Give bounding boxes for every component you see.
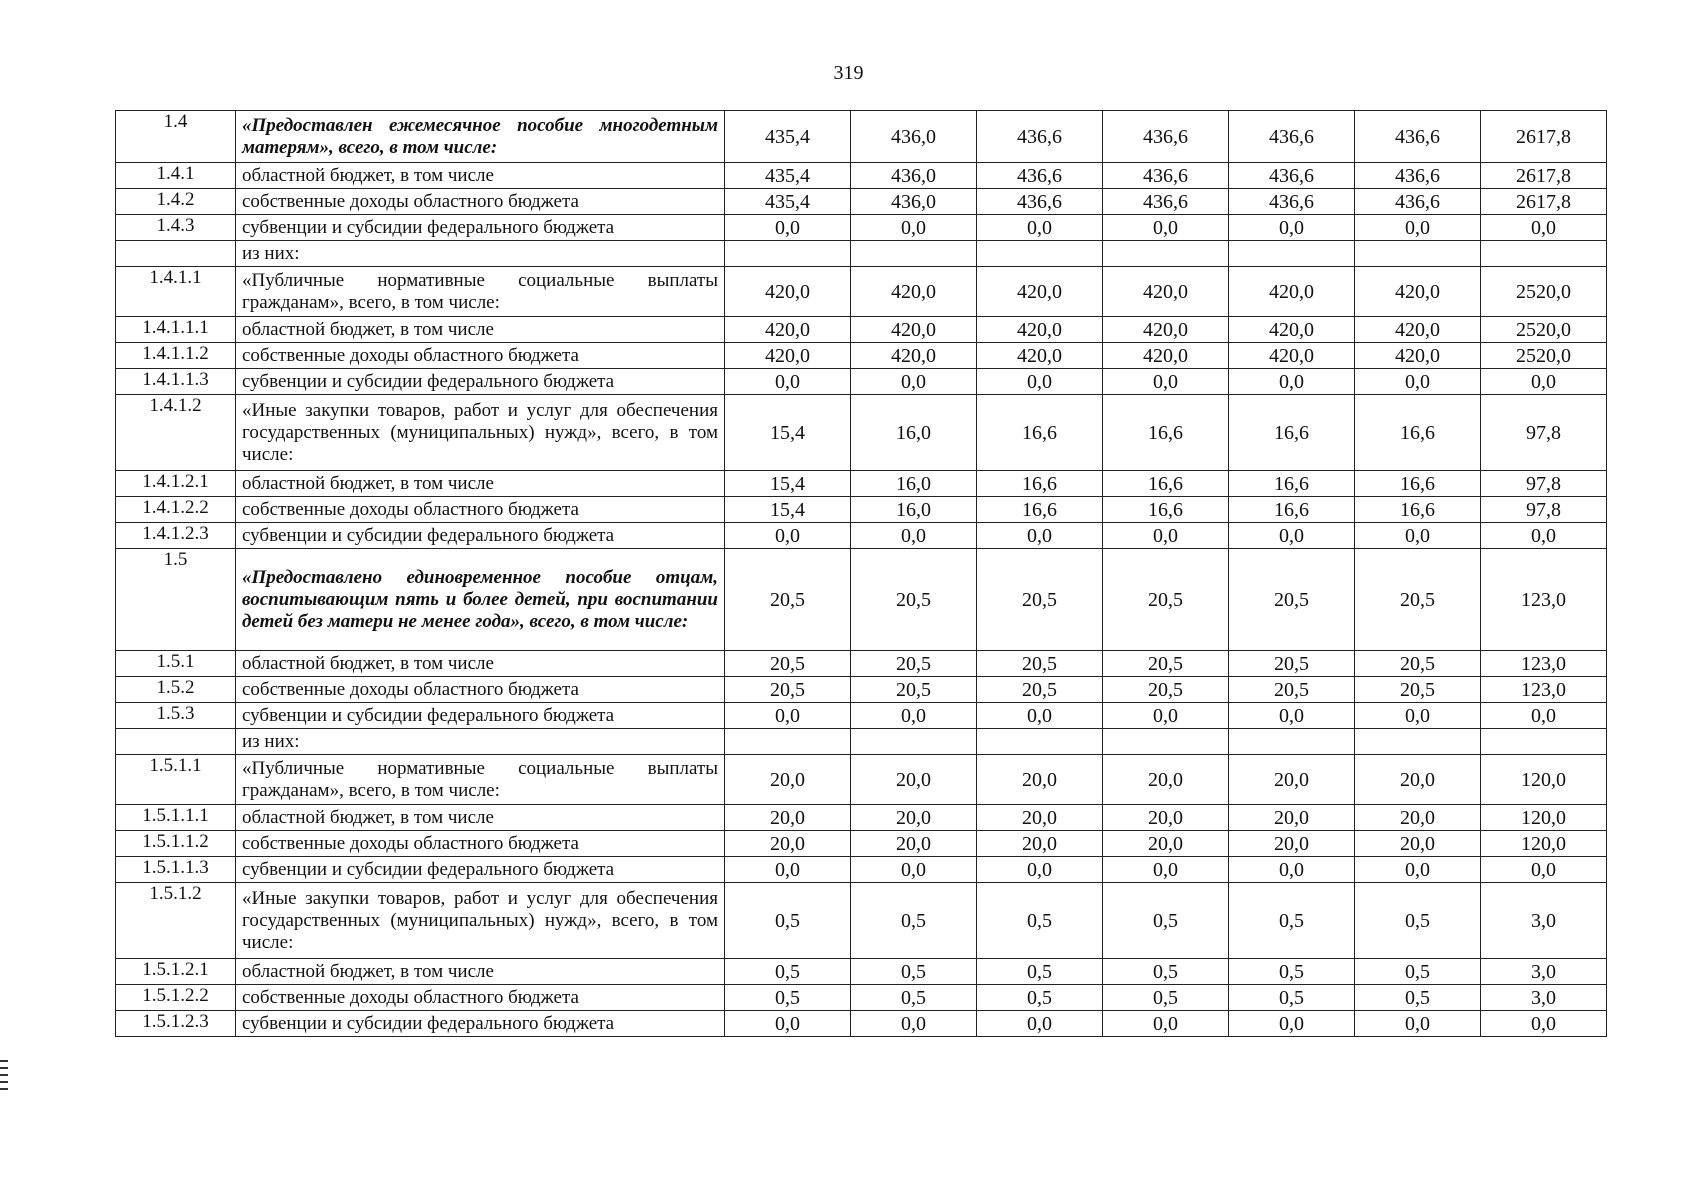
table-row [116,805,1607,831]
row-value-cell [977,241,1103,267]
row-value-cell: 16,6 [1103,395,1229,471]
table-row [116,677,1607,703]
row-value-cell: 420,0 [1229,267,1355,317]
row-code-cell: 1.4 [116,111,236,163]
row-value-cell: 0,0 [725,1011,851,1037]
row-value-cell: 0,5 [1355,959,1481,985]
table-row [116,1011,1607,1037]
table-row [116,267,1607,317]
table-row [116,985,1607,1011]
row-value-cell: 0,0 [1229,215,1355,241]
row-value-cell: 420,0 [977,267,1103,317]
row-value-cell: 3,0 [1481,985,1607,1011]
row-value-cell: 0,5 [977,959,1103,985]
row-name-cell: собственные доходы областного бюджета [236,831,725,857]
row-value-cell: 20,5 [1229,549,1355,651]
table-row [116,395,1607,471]
row-value-cell: 20,0 [977,755,1103,805]
scan-mark [0,1081,8,1083]
table-row [116,111,1607,163]
row-value-cell: 436,6 [977,189,1103,215]
table-row [116,215,1607,241]
row-name-cell: субвенции и субсидии федерального бюджета [236,1011,725,1037]
row-name-cell: субвенции и субсидии федерального бюджета [236,369,725,395]
row-value-cell: 2520,0 [1481,343,1607,369]
row-value-cell: 0,5 [1355,985,1481,1011]
row-value-cell: 15,4 [725,471,851,497]
row-value-cell: 436,0 [851,111,977,163]
row-value-cell: 16,6 [1355,471,1481,497]
row-value-cell: 16,0 [851,471,977,497]
row-value-cell: 16,6 [977,395,1103,471]
table-row [116,831,1607,857]
row-name-cell: собственные доходы областного бюджета [236,497,725,523]
row-value-cell: 20,0 [1103,805,1229,831]
row-value-cell: 16,6 [1355,395,1481,471]
row-value-cell: 20,5 [851,677,977,703]
row-value-cell: 16,6 [1355,497,1481,523]
row-value-cell: 0,0 [725,857,851,883]
row-code-cell: 1.4.1.1.3 [116,369,236,395]
row-value-cell: 20,5 [851,549,977,651]
row-value-cell [1355,729,1481,755]
row-value-cell: 0,5 [725,985,851,1011]
row-name-cell: «Предоставлен ежемесячное пособие многодетным матерям», всего, в том числе: [236,111,725,163]
row-value-cell: 0,0 [1103,523,1229,549]
row-value-cell: 0,0 [977,1011,1103,1037]
table-row [116,241,1607,267]
row-value-cell: 16,6 [1103,471,1229,497]
row-name-cell: субвенции и субсидии федерального бюджета [236,215,725,241]
table-row [116,549,1607,651]
row-value-cell: 0,0 [1481,523,1607,549]
row-value-cell: 0,0 [1355,523,1481,549]
row-value-cell: 0,5 [725,959,851,985]
row-value-cell: 0,0 [725,703,851,729]
row-value-cell: 0,0 [1103,703,1229,729]
row-code-cell: 1.5.1 [116,651,236,677]
row-value-cell: 0,0 [1355,1011,1481,1037]
row-value-cell: 0,0 [1103,857,1229,883]
row-name-cell: собственные доходы областного бюджета [236,189,725,215]
row-value-cell: 436,6 [977,111,1103,163]
row-code-cell: 1.5.3 [116,703,236,729]
row-name-cell: из них: [236,241,725,267]
row-value-cell: 0,0 [1481,703,1607,729]
row-value-cell: 0,5 [1355,883,1481,959]
row-value-cell: 20,0 [725,805,851,831]
row-value-cell: 20,5 [725,651,851,677]
row-value-cell: 16,6 [1229,395,1355,471]
row-value-cell: 15,4 [725,497,851,523]
row-code-cell: 1.5.1.2.3 [116,1011,236,1037]
row-value-cell [1481,729,1607,755]
table-row [116,369,1607,395]
row-value-cell: 123,0 [1481,677,1607,703]
row-value-cell: 20,5 [1355,549,1481,651]
row-value-cell: 20,0 [1229,831,1355,857]
row-code-cell: 1.5 [116,549,236,651]
row-value-cell: 20,0 [725,831,851,857]
row-code-cell: 1.4.3 [116,215,236,241]
row-value-cell: 16,6 [977,497,1103,523]
table-row [116,729,1607,755]
row-value-cell: 435,4 [725,163,851,189]
budget-table [115,110,1607,1037]
row-name-cell: субвенции и субсидии федерального бюджета [236,703,725,729]
row-value-cell: 435,4 [725,111,851,163]
row-value-cell [1229,729,1355,755]
row-value-cell: 0,0 [1103,215,1229,241]
row-value-cell: 97,8 [1481,395,1607,471]
row-value-cell: 20,5 [1103,549,1229,651]
row-value-cell [1355,241,1481,267]
row-name-cell: «Иные закупки товаров, работ и услуг для обеспечения государственных (муниципальных) нужд», всего, в том числе: [236,883,725,959]
row-code-cell: 1.4.1.1 [116,267,236,317]
row-value-cell: 0,5 [1229,959,1355,985]
row-code-cell: 1.4.1.2.1 [116,471,236,497]
row-value-cell: 20,0 [1229,755,1355,805]
row-value-cell: 420,0 [725,343,851,369]
row-value-cell: 0,5 [851,985,977,1011]
row-name-cell: областной бюджет, в том числе [236,959,725,985]
row-value-cell [977,729,1103,755]
table-row [116,703,1607,729]
row-value-cell: 0,0 [851,857,977,883]
row-name-cell: областной бюджет, в том числе [236,163,725,189]
row-value-cell: 20,0 [977,831,1103,857]
row-value-cell: 2520,0 [1481,267,1607,317]
row-value-cell: 97,8 [1481,471,1607,497]
row-code-cell: 1.4.1 [116,163,236,189]
row-value-cell: 420,0 [1103,267,1229,317]
row-value-cell: 16,6 [977,471,1103,497]
row-code-cell: 1.5.1.1 [116,755,236,805]
row-value-cell: 97,8 [1481,497,1607,523]
row-value-cell: 20,0 [1355,805,1481,831]
row-value-cell: 0,0 [977,857,1103,883]
row-value-cell: 0,0 [1355,703,1481,729]
row-value-cell: 0,5 [977,883,1103,959]
row-value-cell: 123,0 [1481,651,1607,677]
row-name-cell: областной бюджет, в том числе [236,317,725,343]
row-value-cell: 0,0 [977,703,1103,729]
table-row [116,755,1607,805]
row-code-cell: 1.4.1.2 [116,395,236,471]
row-value-cell: 0,0 [1481,1011,1607,1037]
row-value-cell: 123,0 [1481,549,1607,651]
row-value-cell: 0,0 [1355,857,1481,883]
row-value-cell [725,729,851,755]
row-value-cell: 120,0 [1481,831,1607,857]
row-value-cell: 0,0 [1481,369,1607,395]
row-code-cell: 1.4.2 [116,189,236,215]
row-value-cell: 0,5 [851,959,977,985]
row-value-cell: 420,0 [1229,343,1355,369]
row-value-cell: 0,0 [1229,703,1355,729]
scan-edge-marks [0,1060,8,1095]
row-value-cell: 420,0 [1103,343,1229,369]
table-row [116,471,1607,497]
row-code-cell: 1.5.2 [116,677,236,703]
scan-mark [0,1060,8,1062]
row-value-cell: 436,6 [977,163,1103,189]
page-number: 319 [833,62,864,84]
row-value-cell: 420,0 [725,267,851,317]
row-value-cell: 0,5 [1103,883,1229,959]
row-value-cell: 0,5 [1103,959,1229,985]
row-value-cell: 0,0 [1229,523,1355,549]
row-value-cell: 16,6 [1229,471,1355,497]
table-row [116,497,1607,523]
row-value-cell: 20,5 [977,651,1103,677]
row-value-cell: 0,5 [725,883,851,959]
row-name-cell: «Публичные нормативные социальные выплаты гражданам», всего, в том числе: [236,755,725,805]
row-value-cell: 0,0 [977,369,1103,395]
row-value-cell: 436,6 [1103,111,1229,163]
row-value-cell: 0,0 [1229,369,1355,395]
row-code-cell: 1.5.1.2.2 [116,985,236,1011]
table-body [116,111,1607,1037]
row-value-cell: 16,0 [851,497,977,523]
row-value-cell: 0,0 [1103,1011,1229,1037]
row-value-cell: 436,6 [1229,189,1355,215]
row-value-cell: 0,0 [851,1011,977,1037]
row-name-cell: «Иные закупки товаров, работ и услуг для обеспечения государственных (муниципальных) нужд», всего, в том числе: [236,395,725,471]
row-value-cell [725,241,851,267]
row-value-cell: 0,0 [1481,857,1607,883]
row-value-cell: 0,0 [1229,1011,1355,1037]
table-row [116,959,1607,985]
table-row [116,189,1607,215]
row-value-cell: 0,0 [725,523,851,549]
row-value-cell: 0,0 [851,523,977,549]
row-value-cell: 0,5 [1229,985,1355,1011]
row-value-cell: 20,0 [1103,755,1229,805]
row-name-cell: «Предоставлено единовременное пособие отцам, воспитывающим пять и более детей, при воспитании детей без матери не менее года», всего, в том числе: [236,549,725,651]
row-value-cell: 16,6 [1103,497,1229,523]
row-value-cell: 436,6 [1103,163,1229,189]
row-value-cell [1103,729,1229,755]
row-value-cell: 0,0 [977,523,1103,549]
row-value-cell: 435,4 [725,189,851,215]
row-code-cell: 1.5.1.2 [116,883,236,959]
row-value-cell: 420,0 [1355,317,1481,343]
row-value-cell: 20,5 [1103,677,1229,703]
row-value-cell [851,241,977,267]
row-value-cell: 20,0 [725,755,851,805]
row-name-cell: собственные доходы областного бюджета [236,343,725,369]
row-value-cell: 0,5 [977,985,1103,1011]
row-value-cell: 20,5 [977,549,1103,651]
row-value-cell: 120,0 [1481,805,1607,831]
row-value-cell [1481,241,1607,267]
row-value-cell: 20,0 [1355,755,1481,805]
row-value-cell: 0,0 [1481,215,1607,241]
row-name-cell: субвенции и субсидии федерального бюджета [236,857,725,883]
table-row [116,343,1607,369]
scan-mark [0,1088,8,1090]
row-code-cell [116,729,236,755]
row-value-cell: 0,5 [1229,883,1355,959]
row-value-cell: 0,0 [725,215,851,241]
row-name-cell: субвенции и субсидии федерального бюджета [236,523,725,549]
row-value-cell: 20,5 [1229,651,1355,677]
row-value-cell: 20,0 [977,805,1103,831]
row-value-cell: 20,5 [977,677,1103,703]
row-name-cell: «Публичные нормативные социальные выплаты гражданам», всего, в том числе: [236,267,725,317]
row-value-cell: 20,5 [1355,677,1481,703]
row-value-cell: 20,0 [851,831,977,857]
row-value-cell: 2617,8 [1481,163,1607,189]
row-code-cell: 1.4.1.2.3 [116,523,236,549]
row-value-cell: 436,6 [1355,163,1481,189]
row-value-cell: 420,0 [851,343,977,369]
row-value-cell: 0,5 [1103,985,1229,1011]
row-name-cell: областной бюджет, в том числе [236,805,725,831]
row-value-cell: 0,0 [725,369,851,395]
row-value-cell: 20,0 [1355,831,1481,857]
row-value-cell: 420,0 [977,343,1103,369]
row-value-cell: 20,5 [1229,677,1355,703]
row-value-cell: 0,0 [851,369,977,395]
row-name-cell: из них: [236,729,725,755]
row-value-cell: 120,0 [1481,755,1607,805]
row-name-cell: областной бюджет, в том числе [236,651,725,677]
row-value-cell [851,729,977,755]
table-row [116,883,1607,959]
row-value-cell: 0,0 [1355,369,1481,395]
table-row [116,857,1607,883]
row-value-cell: 3,0 [1481,959,1607,985]
row-value-cell: 20,5 [1355,651,1481,677]
row-value-cell [1229,241,1355,267]
row-code-cell: 1.4.1.2.2 [116,497,236,523]
row-value-cell: 420,0 [1355,267,1481,317]
row-value-cell: 436,6 [1355,189,1481,215]
row-value-cell: 0,0 [1229,857,1355,883]
table-row [116,163,1607,189]
row-value-cell: 436,6 [1103,189,1229,215]
row-value-cell: 0,0 [851,703,977,729]
row-code-cell: 1.5.1.1.2 [116,831,236,857]
row-value-cell: 15,4 [725,395,851,471]
row-value-cell: 2617,8 [1481,111,1607,163]
row-value-cell: 0,0 [977,215,1103,241]
row-code-cell: 1.5.1.1.1 [116,805,236,831]
row-value-cell: 2520,0 [1481,317,1607,343]
scan-mark [0,1074,8,1076]
row-value-cell: 0,0 [851,215,977,241]
row-code-cell: 1.4.1.1.2 [116,343,236,369]
row-value-cell: 20,5 [725,677,851,703]
row-value-cell: 20,0 [1103,831,1229,857]
row-value-cell: 20,5 [725,549,851,651]
row-value-cell: 420,0 [1103,317,1229,343]
row-value-cell: 20,5 [851,651,977,677]
row-value-cell: 436,0 [851,163,977,189]
row-value-cell: 20,0 [1229,805,1355,831]
row-name-cell: областной бюджет, в том числе [236,471,725,497]
table-row [116,523,1607,549]
row-name-cell: собственные доходы областного бюджета [236,677,725,703]
row-value-cell: 3,0 [1481,883,1607,959]
row-code-cell: 1.5.1.1.3 [116,857,236,883]
row-value-cell: 16,6 [1229,497,1355,523]
row-value-cell: 16,0 [851,395,977,471]
table-row [116,651,1607,677]
row-value-cell: 20,0 [851,755,977,805]
row-value-cell: 0,0 [1355,215,1481,241]
row-value-cell: 436,6 [1355,111,1481,163]
row-value-cell [1103,241,1229,267]
row-value-cell: 20,0 [851,805,977,831]
row-value-cell: 0,5 [851,883,977,959]
row-value-cell: 436,0 [851,189,977,215]
row-code-cell [116,241,236,267]
row-value-cell: 2617,8 [1481,189,1607,215]
row-value-cell: 420,0 [1355,343,1481,369]
row-value-cell: 420,0 [851,317,977,343]
row-name-cell: собственные доходы областного бюджета [236,985,725,1011]
row-value-cell: 420,0 [977,317,1103,343]
row-code-cell: 1.4.1.1.1 [116,317,236,343]
row-value-cell: 420,0 [725,317,851,343]
row-code-cell: 1.5.1.2.1 [116,959,236,985]
row-value-cell: 20,5 [1103,651,1229,677]
row-value-cell: 420,0 [1229,317,1355,343]
table-row [116,317,1607,343]
row-value-cell: 420,0 [851,267,977,317]
scan-mark [0,1067,8,1069]
row-value-cell: 436,6 [1229,111,1355,163]
row-value-cell: 436,6 [1229,163,1355,189]
row-value-cell: 0,0 [1103,369,1229,395]
